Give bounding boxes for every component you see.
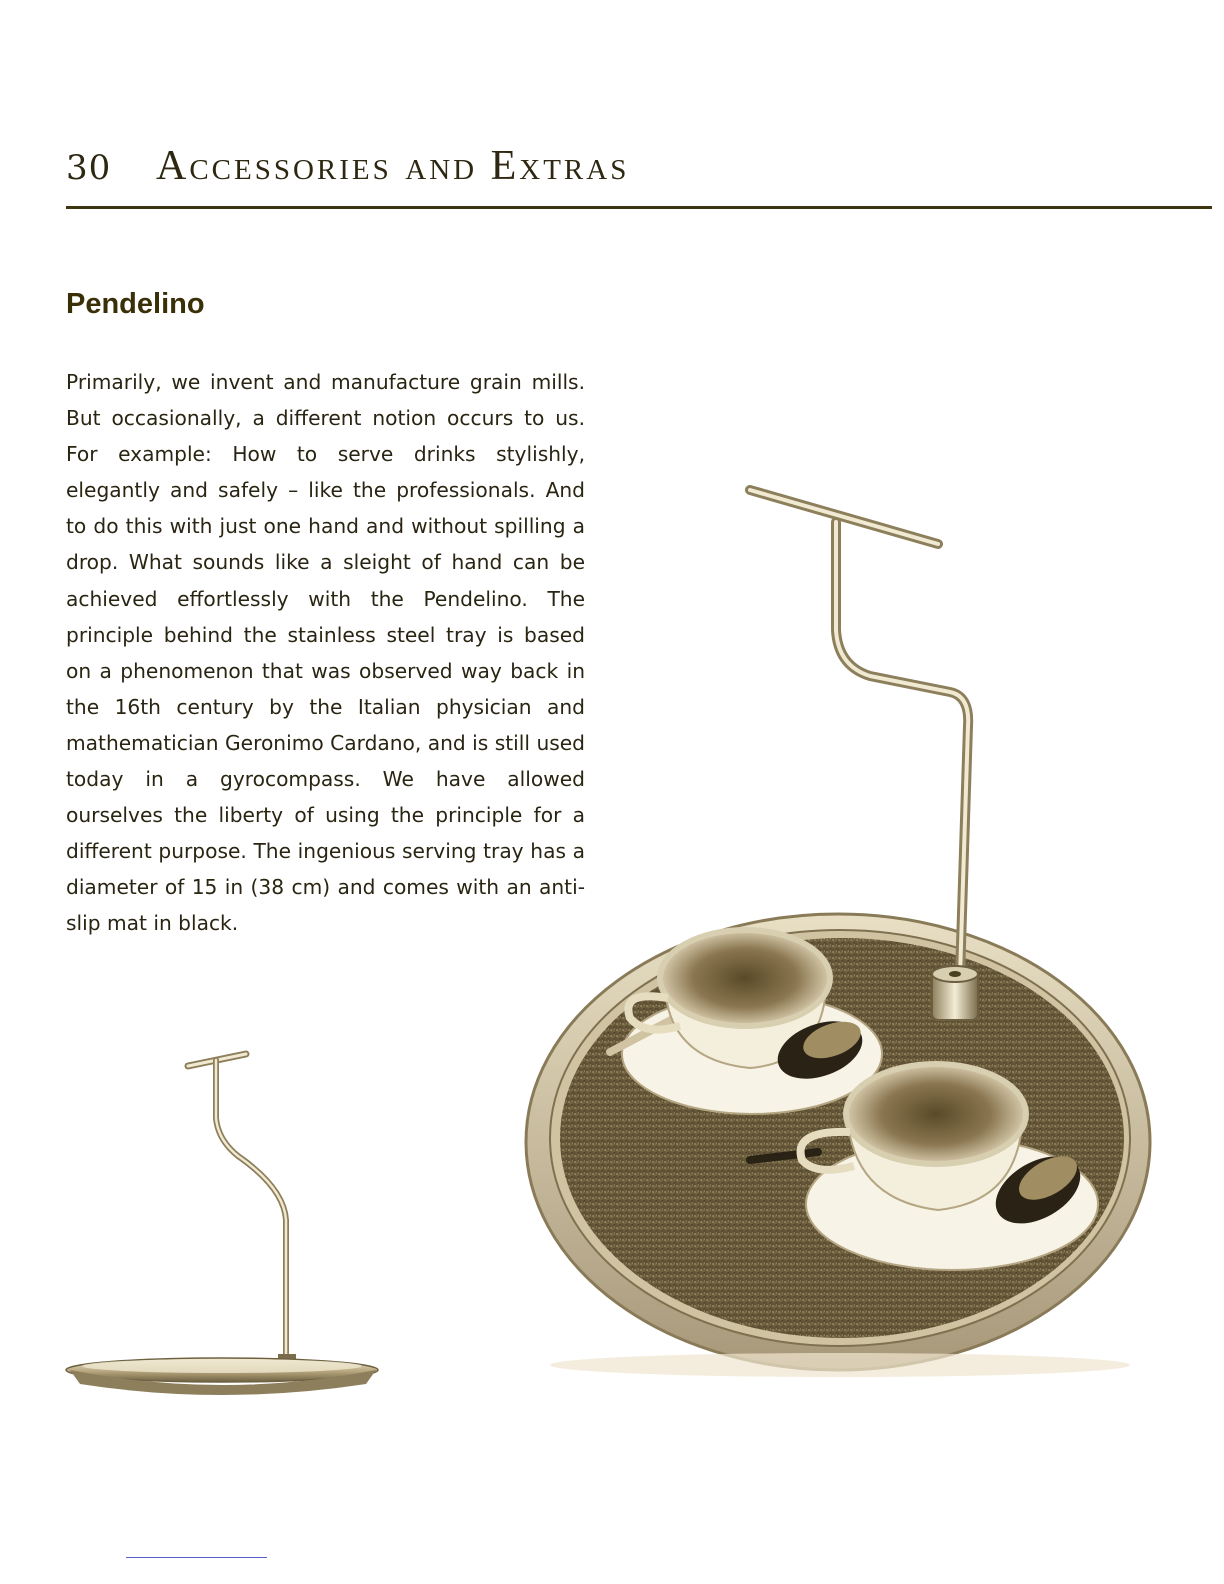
- pendelino-tray-photo: [520, 470, 1160, 1390]
- tray: [526, 914, 1150, 1370]
- pendelino-side-view-photo: [60, 1040, 390, 1410]
- chapter-title: Accessories and Extras: [156, 143, 630, 189]
- section-title: Pendelino: [66, 288, 205, 320]
- pendulum-handle: [750, 490, 968, 976]
- pivot-base: [932, 966, 978, 1020]
- footnote-rule: [126, 1557, 267, 1558]
- page-header: [66, 140, 1212, 209]
- side-view-tray: [66, 1358, 378, 1395]
- side-view-stand: [188, 1054, 286, 1362]
- section-body: Primarily, we invent and manufacture grain mills. But occasionally, a different notion occurs to us. For example: How to serve drinks stylishly, elegantly and safely – like the professionals. And to do this with just one hand and without spilling a drop. What sounds like a sleight of hand can be achieved effortlessly with the Pendelino. The principle behind the stainless steel tray is based on a phenomenon that was observed way back in the 16th century by the Italian physician and mathematician Geronimo Cardano, and is still used today in a gyrocompass. We have allowed ourselves the liberty of using the principle for a different purpose. The ingenious serving tray has a diameter of 15 in (38 cm) and comes with an anti-slip mat in black.: [66, 370, 585, 936]
- page-number: 30: [66, 148, 112, 188]
